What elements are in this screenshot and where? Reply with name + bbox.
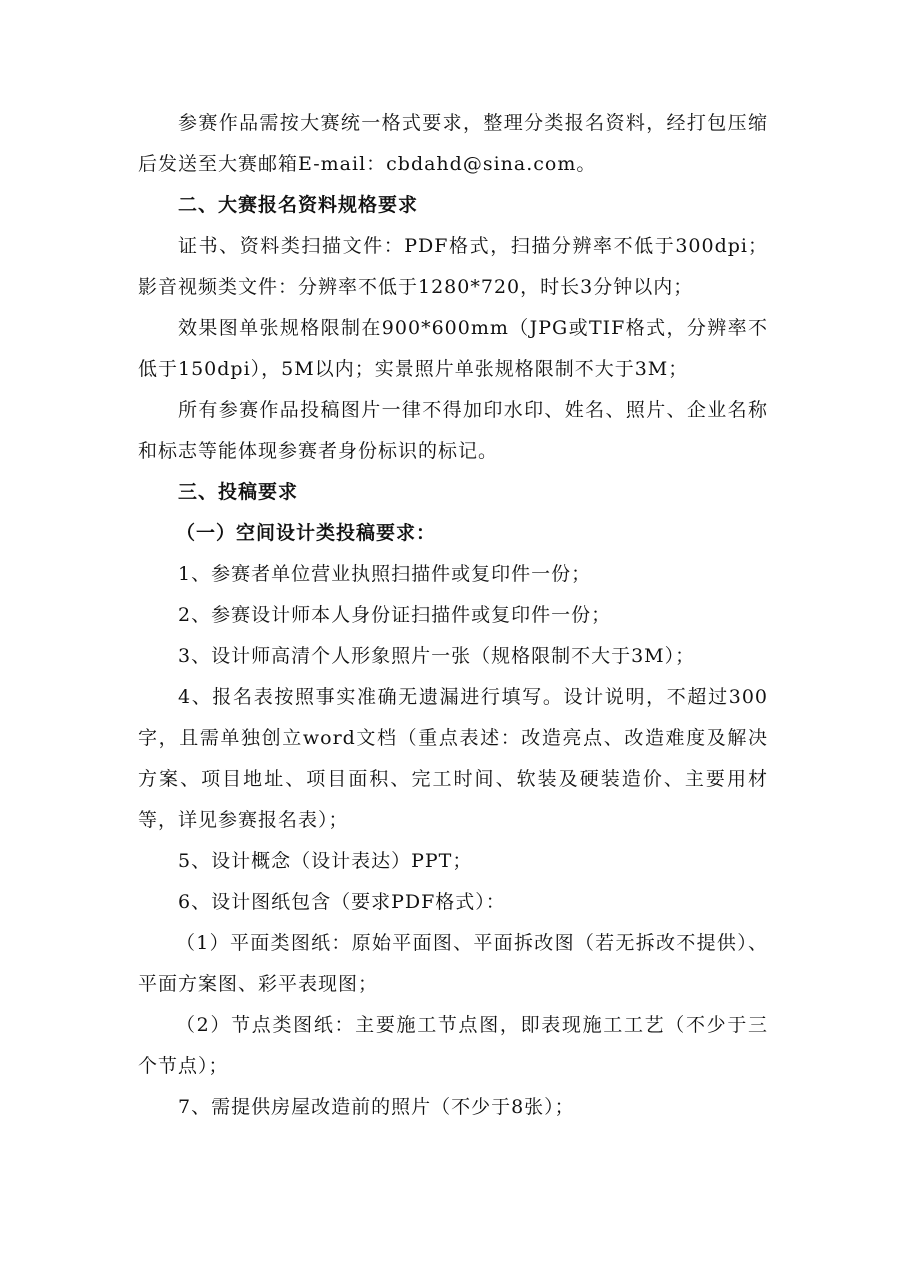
section-2-heading: 二、大赛报名资料规格要求 — [178, 194, 419, 216]
section-3-subheading: （一）空间设计类投稿要求： — [176, 522, 437, 544]
requirement-item-2: 2、参赛设计师本人身份证扫描件或复印件一份； — [178, 604, 612, 626]
requirement-item-4: 4、报名表按照事实准确无遗漏进行填写。设计说明，不超过300字，且需单独创立word文档（重点表述：改造亮点、改造难度及解决方案、项目地址、项目面积、完工时间、软装及硬装造价、主要用材等，详见参赛报名表）； — [138, 686, 768, 831]
requirement-item-3: 3、设计师高清个人形象照片一张（规格限制不大于3M）； — [178, 645, 696, 667]
requirement-item-6: 6、设计图纸包含（要求PDF格式）： — [178, 891, 506, 913]
requirement-subitem-1: （1）平面类图纸：原始平面图、平面拆改图（若无拆改不提供）、平面方案图、彩平表现图； — [138, 932, 768, 995]
section-3-heading: 三、投稿要求 — [178, 481, 299, 503]
section-2-paragraph-3: 所有参赛作品投稿图片一律不得加印水印、姓名、照片、企业名称和标志等能体现参赛者身份标识的标记。 — [138, 399, 768, 462]
section-2-paragraph-1: 证书、资料类扫描文件：PDF格式，扫描分辨率不低于300dpi；影音视频类文件：分辨率不低于1280*720，时长3分钟以内； — [138, 235, 768, 298]
requirement-item-1: 1、参赛者单位营业执照扫描件或复印件一份； — [178, 563, 592, 585]
document-page — [138, 103, 768, 1128]
section-2-paragraph-2: 效果图单张规格限制在900*600mm（JPG或TIF格式，分辨率不低于150dpi），5M以内；实景照片单张规格限制不大于3M； — [138, 317, 768, 380]
requirement-item-7: 7、需提供房屋改造前的照片（不少于8张）； — [178, 1096, 575, 1118]
requirement-subitem-2: （2）节点类图纸：主要施工节点图，即表现施工工艺（不少于三个节点）； — [138, 1014, 768, 1077]
requirement-item-5: 5、设计概念（设计表达）PPT； — [178, 850, 473, 872]
intro-paragraph: 参赛作品需按大赛统一格式要求，整理分类报名资料，经打包压缩后发送至大赛邮箱E-mail：cbdahd@sina.com。 — [138, 112, 768, 175]
